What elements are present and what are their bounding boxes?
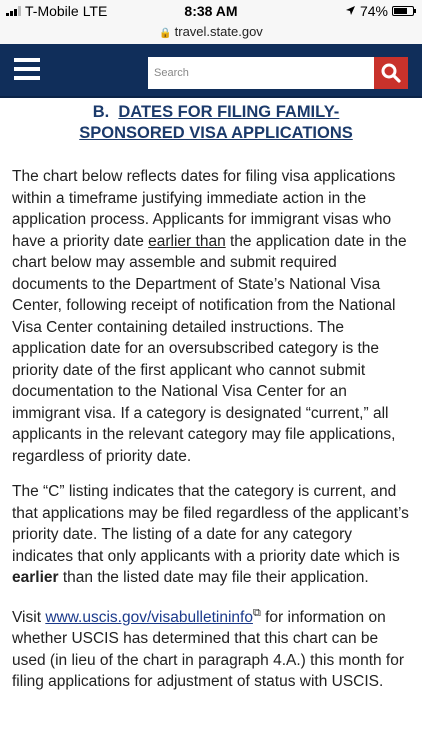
network-type: LTE (82, 3, 108, 19)
status-bar (0, 0, 422, 24)
address-bar[interactable] (0, 24, 422, 44)
paragraph2-text-a: The “C” listing indicates that the category is current, and that applications may be filed regardless of the applicant’s priority date. The listing of a date for any category indicates that only applicants with a priority date which is (12, 483, 409, 565)
paragraph1-text-b: the application date in the chart below may assemble and submit required documents to the Department of State’s National Visa Center, following receipt of notification from the National Visa Center containing detailed instructions. The application date for an oversubscribed category is the priority date of the first applicant who cannot submit documentation to the National Visa Center for an immigrant visa. If a category is designated “current,” all applicants in the relevant category may file applications, regardless of priority date. (12, 232, 407, 465)
main-content (0, 102, 422, 693)
external-link-icon: ⧉ (252, 606, 261, 619)
paragraph-current-listing (12, 481, 410, 589)
paragraph2-text-b: than the listed date may file their application. (58, 569, 369, 586)
status-time: 8:38 AM (184, 3, 238, 19)
uscis-visa-bulletin-link[interactable]: www.uscis.gov/visabulletininfo (45, 608, 253, 626)
search-form (148, 57, 408, 89)
paragraph-filing-dates (12, 166, 410, 467)
section-title-line1: DATES FOR FILING FAMILY- (118, 103, 340, 121)
paragraph-uscis-visit (12, 603, 410, 693)
section-title-line2: SPONSORED VISA APPLICATIONS (79, 124, 353, 142)
site-header (0, 44, 422, 98)
lock-icon: 🔒 (159, 28, 172, 39)
hamburger-menu-icon[interactable] (14, 58, 40, 80)
section-heading (12, 102, 410, 144)
section-letter: B. (92, 103, 110, 121)
paragraph2-bold: earlier (12, 569, 59, 586)
battery-percent: 74% (359, 3, 388, 19)
search-icon (381, 63, 401, 83)
location-arrow-icon (345, 3, 356, 19)
search-button[interactable] (374, 57, 408, 89)
battery-icon (392, 6, 414, 16)
paragraph1-emphasis: earlier than (148, 232, 226, 250)
url-text: travel.state.gov (174, 24, 263, 39)
paragraph1-text-a: The chart below reflects dates for filing visa applications within a timeframe justifying immediate action in the application process. Applicants for immigrant visas who have a priority date (12, 168, 396, 250)
carrier-name: T-Mobile (25, 3, 79, 19)
search-input[interactable] (148, 57, 374, 89)
battery-fill (394, 8, 407, 14)
status-right (345, 3, 414, 19)
paragraph3-suffix: for information on whether USCIS has determined that this chart can be used (in lieu of the chart in paragraph 4.A.) this month for filing applications for adjustment of status with USCIS. (12, 608, 405, 691)
paragraph3-prefix: Visit (12, 608, 46, 626)
